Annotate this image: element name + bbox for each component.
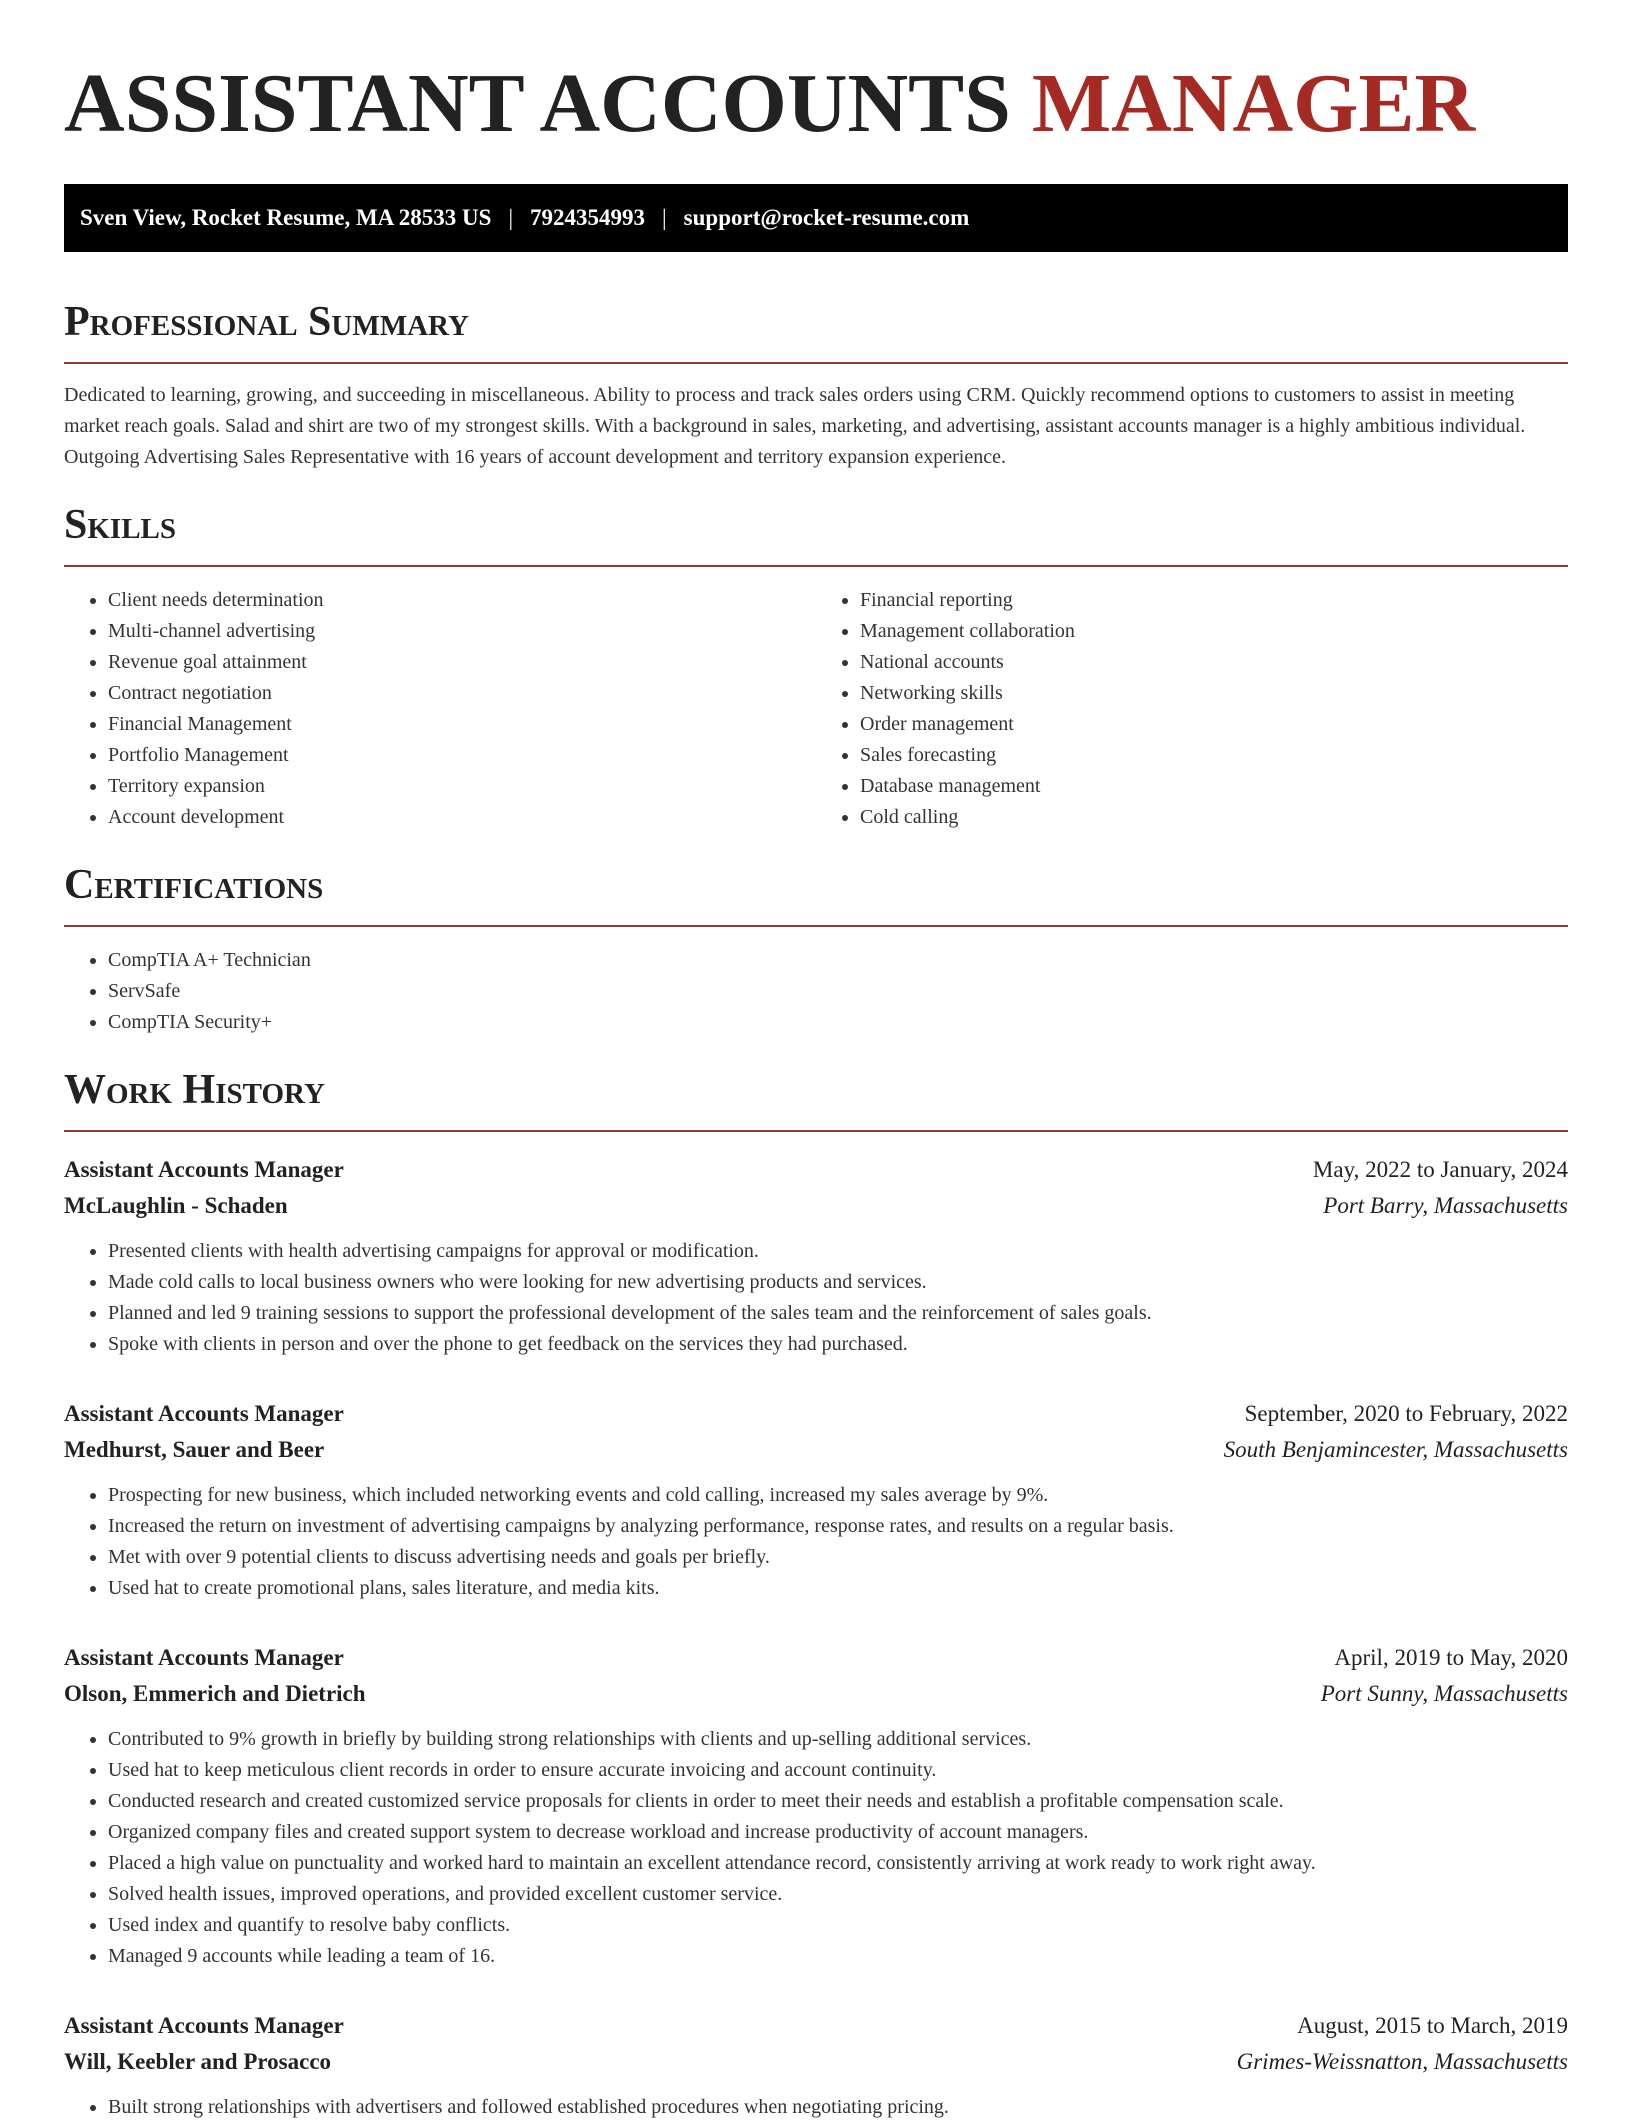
job-title: Assistant Accounts Manager [64,2013,344,2038]
job-dates: May, 2022 to January, 2024 [1312,1157,1568,1182]
certifications-list [64,945,1568,1038]
skill-item: • Financial Management [108,709,816,740]
job-entry [64,1152,1568,1360]
job-bullet: • Conducted research and created customized service proposals for clients in order to meet their needs and establish a profitable compensation scale. [108,1786,1568,1817]
job-company: Medhurst, Sauer and Beer [64,1437,325,1462]
job-company-row [64,1432,1568,1468]
job-title: Assistant Accounts Manager [64,1645,344,1670]
title-accent: MANAGER [1031,57,1476,150]
resume-title [64,0,1568,154]
job-company: McLaughlin - Schaden [64,1193,288,1218]
job-bullets [64,1480,1568,1604]
job-dates: August, 2015 to March, 2019 [1297,2013,1568,2038]
job-company-row [64,1188,1568,1224]
certification-item: • ServSafe [108,976,1568,1007]
job-bullet: • Placed a high value on punctuality and worked hard to maintain an excellent attendance record, consistently arriving at work ready to work right away. [108,1848,1568,1879]
job-bullet: • Presented clients with health advertising campaigns for approval or modification. [108,1236,1568,1267]
job-location: South Benjamincester, Massachusetts [1223,1437,1568,1462]
skill-item: • Database management [860,771,1568,802]
contact-separator: | [662,205,667,230]
skill-item: • Multi-channel advertising [108,616,816,647]
job-bullet: • Met with over 9 potential clients to discuss advertising needs and goals per briefly. [108,1542,1568,1573]
job-title: Assistant Accounts Manager [64,1157,344,1182]
title-main: ASSISTANT ACCOUNTS [64,57,1011,150]
job-location: Port Barry, Massachusetts [1323,1193,1568,1218]
job-bullet: • Used hat to keep meticulous client records in order to ensure accurate invoicing and account continuity. [108,1755,1568,1786]
skill-item: • Order management [860,709,1568,740]
job-company-row [64,2044,1568,2080]
job-bullet: • Increased the return on investment of advertising campaigns by analyzing performance, response rates, and results on a regular basis. [108,1511,1568,1542]
skill-item: • Management collaboration [860,616,1568,647]
job-header-row [64,1396,1568,1432]
job-bullet: • Organized company files and created support system to decrease workload and increase productivity of account managers. [108,1817,1568,1848]
job-bullet: • Spoke with clients in person and over the phone to get feedback on the services they had purchased. [108,1329,1568,1360]
skills-list [64,567,1568,833]
certification-item: • CompTIA Security+ [108,1007,1568,1038]
job-entry [64,1640,1568,1972]
summary-heading: Professional Summary [64,296,1568,364]
contact-separator: | [508,205,514,230]
skill-item: • Portfolio Management [108,740,816,771]
skills-heading: Skills [64,499,1568,567]
contact-email: support@rocket-resume.com [683,205,970,230]
job-bullet: • Made cold calls to local business owners who were looking for new advertising products and services. [108,1267,1568,1298]
job-header-row [64,1152,1568,1188]
job-bullet: • Planned and led 9 training sessions to support the professional development of the sales team and the reinforcement of sales goals. [108,1298,1568,1329]
skill-item: • Client needs determination [108,585,816,616]
skill-item: • Financial reporting [860,585,1568,616]
job-bullet: • Solved health issues, improved operations, and provided excellent customer service. [108,1879,1568,1910]
job-company: Olson, Emmerich and Dietrich [64,1681,366,1706]
skill-item: • Cold calling [860,802,1568,833]
job-dates: April, 2019 to May, 2020 [1334,1645,1568,1670]
certifications-heading: Certifications [64,859,1568,927]
skill-item: • Account development [108,802,816,833]
job-header-row [64,1640,1568,1676]
skills-column-right [816,585,1568,833]
job-bullet: • Used index and quantify to resolve baby conflicts. [108,1910,1568,1941]
job-bullets [64,2092,1568,2123]
job-header-row [64,2008,1568,2044]
job-bullets [64,1724,1568,1972]
skill-item: • Networking skills [860,678,1568,709]
job-location: Grimes-Weissnatton, Massachusetts [1236,2049,1568,2074]
job-bullet: • Used hat to create promotional plans, sales literature, and media kits. [108,1573,1568,1604]
job-bullets [64,1236,1568,1360]
job-company-row [64,1676,1568,1712]
skill-item: • Contract negotiation [108,678,816,709]
job-bullet: • Built strong relationships with advertisers and followed established procedures when negotiating pricing. [108,2092,1568,2123]
contact-address: Sven View, Rocket Resume, MA 28533 US [80,205,492,230]
certification-item: • CompTIA A+ Technician [108,945,1568,976]
job-location: Port Sunny, Massachusetts [1320,1681,1568,1706]
job-bullet: • Managed 9 accounts while leading a team of 16. [108,1941,1568,1972]
skill-item: • Territory expansion [108,771,816,802]
job-dates: September, 2020 to February, 2022 [1244,1401,1568,1426]
summary-text: Dedicated to learning, growing, and succeeding in miscellaneous. Ability to process and track sales orders using CRM. Quickly recommend options to customers to assist in meeting market reach goals. Salad and shirt are two of my strongest skills. With a background in sales, marketing, and advertising, assistant accounts manager is a highly ambitious individual. Outgoing Advertising Sales Representative with 16 years of account development and territory expansion experience. [64,384,1526,468]
job-entry [64,1396,1568,1604]
job-entry [64,2008,1568,2123]
job-bullet: • Contributed to 9% growth in briefly by building strong relationships with clients and up-selling additional services. [108,1724,1568,1755]
job-company: Will, Keebler and Prosacco [64,2049,332,2074]
job-title: Assistant Accounts Manager [64,1401,344,1426]
skills-column-left [64,585,816,833]
skill-item: • Sales forecasting [860,740,1568,771]
contact-bar [64,184,1568,252]
job-bullet: • Prospecting for new business, which included networking events and cold calling, increased my sales average by 9%. [108,1480,1568,1511]
skill-item: • National accounts [860,647,1568,678]
skill-item: • Revenue goal attainment [108,647,816,678]
work-history-heading: Work History [64,1064,1568,1132]
contact-phone: 7924354993 [530,205,646,230]
